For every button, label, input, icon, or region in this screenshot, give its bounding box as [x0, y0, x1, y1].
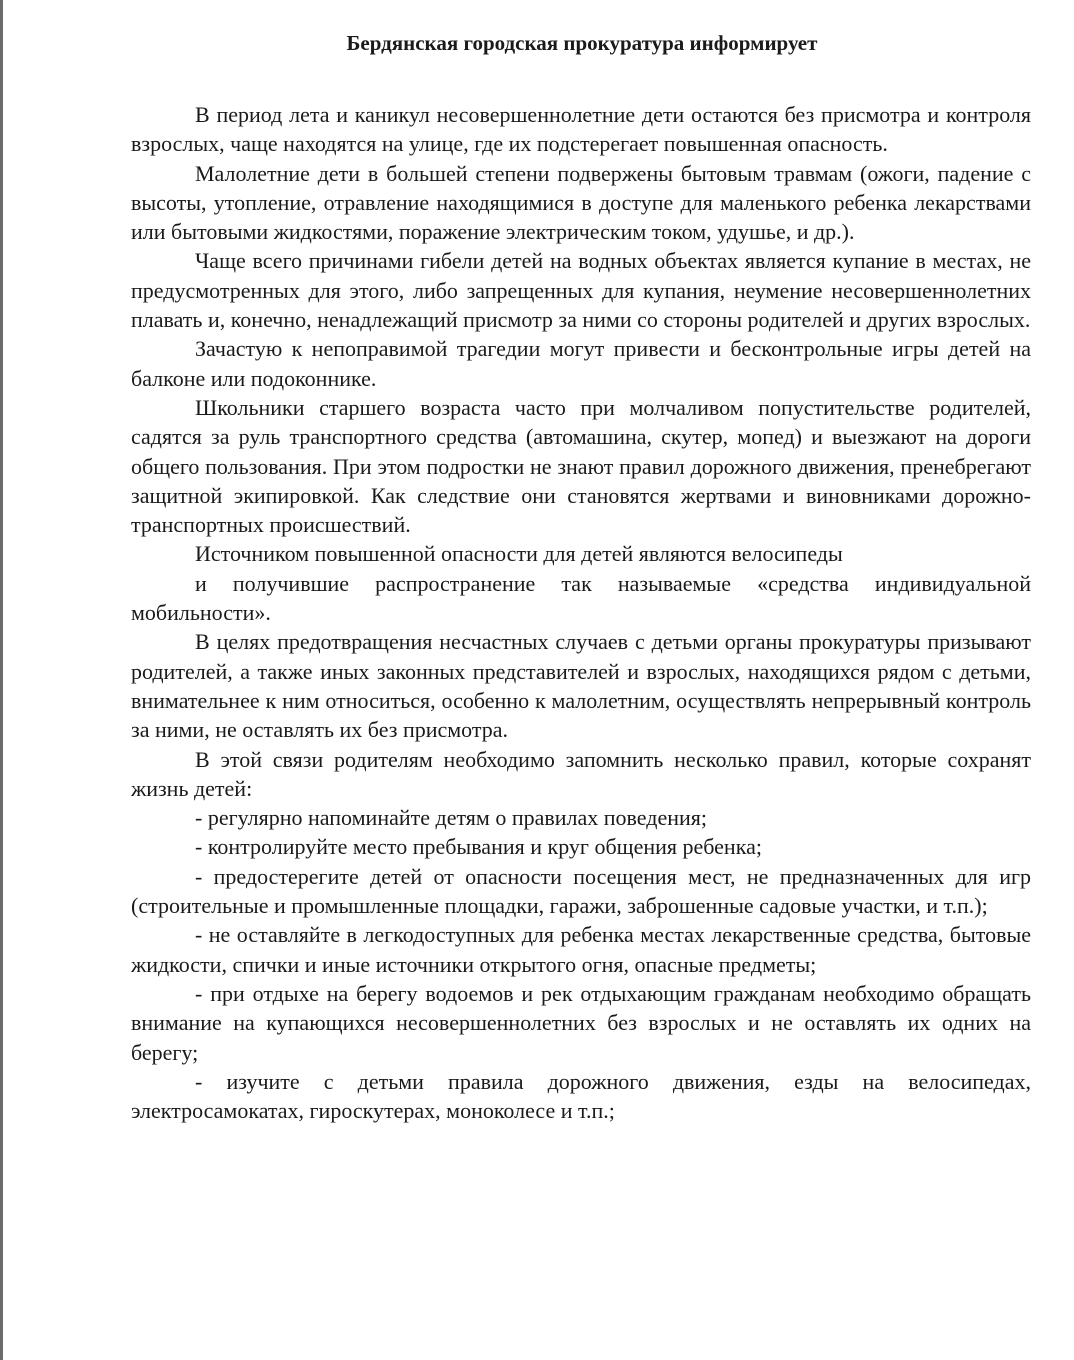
paragraph-rules-intro: В этой связи родителям необходимо запомнить несколько правил, которые сохранят жизнь детей: — [131, 746, 1031, 801]
paragraph-injuries: Малолетние дети в большей степени подвержены бытовым травмам (ожоги, падение с высоты, утопление, отравление находящимися в доступе для маленького ребенка лекарствами или бытовыми жидкостями, поражение электрическим током, удушье, и др.). — [131, 160, 1031, 245]
rule-item-2: - контролируйте место пребывания и круг общения ребенка; — [195, 834, 762, 860]
document-body — [131, 100, 1031, 1125]
rule-item-1: - регулярно напоминайте детям о правилах поведения; — [195, 805, 708, 831]
paragraph-intro: В период лета и каникул несовершеннолетние дети остаются без присмотра и контроля взрослых, чаще находятся на улице, где их подстерегает повышенная опасность. — [131, 102, 1031, 157]
paragraph-balcony: Зачастую к непоправимой трагедии могут привести и бесконтрольные игры детей на балконе или подоконнике. — [131, 336, 1031, 391]
rule-item-5: - при отдыхе на берегу водоемов и рек отдыхающим гражданам необходимо обращать внимание на купающихся несовершеннолетних без взрослых и не оставлять их одних на берегу; — [131, 980, 1031, 1065]
paragraph-prevention: В целях предотвращения несчастных случаев с детьми органы прокуратуры призывают родителей, а также иных законных представителей и взрослых, находящихся рядом с детьми, внимательнее к ним относиться, особенно к малолетним, осуществлять непрерывный контроль за ними, не оставлять их без присмотра. — [131, 629, 1031, 743]
rule-item-3: - предостерегите детей от опасности посещения мест, не предназначенных для игр (строительные и промышленные площадки, гаражи, заброшенные садовые участки, и т.п.); — [131, 863, 1031, 919]
paragraph-mobility: и получившие распространение так называемые «средства индивидуальной мобильности». — [131, 570, 1031, 626]
paragraph-water: Чаще всего причинами гибели детей на водных объектах является купание в местах, не предусмотренных для этого, либо запрещенных для купания, неумение несовершеннолетних плавать и, конечно, ненадлежащий присмотр за ними со стороны родителей и других взрослых. — [131, 248, 1031, 333]
rule-item-6: - изучите с детьми правила дорожного движения, езды на велосипедах, электросамокатах, гироскутерах, моноколесе и т.п.; — [131, 1068, 1031, 1124]
paragraph-bicycles: Источником повышенной опасности для детей являются велосипеды — [195, 541, 843, 567]
rule-item-4: - не оставляйте в легкодоступных для ребенка местах лекарственные средства, бытовые жидкости, спички и иные источники открытого огня, опасные предметы; — [131, 922, 1031, 977]
paragraph-traffic: Школьники старшего возраста часто при молчаливом попустительстве родителей, садятся за руль транспортного средства (автомашина, скутер, мопед) и выезжают на дороги общего пользования. При этом подростки не знают правил дорожного движения, пренебрегают защитной экипировкой. Как следствие они становятся жертвами и виновниками дорожно-транспортных происшествий. — [131, 394, 1031, 538]
document-title: Бердянская городская прокуратура информирует — [346, 31, 818, 55]
